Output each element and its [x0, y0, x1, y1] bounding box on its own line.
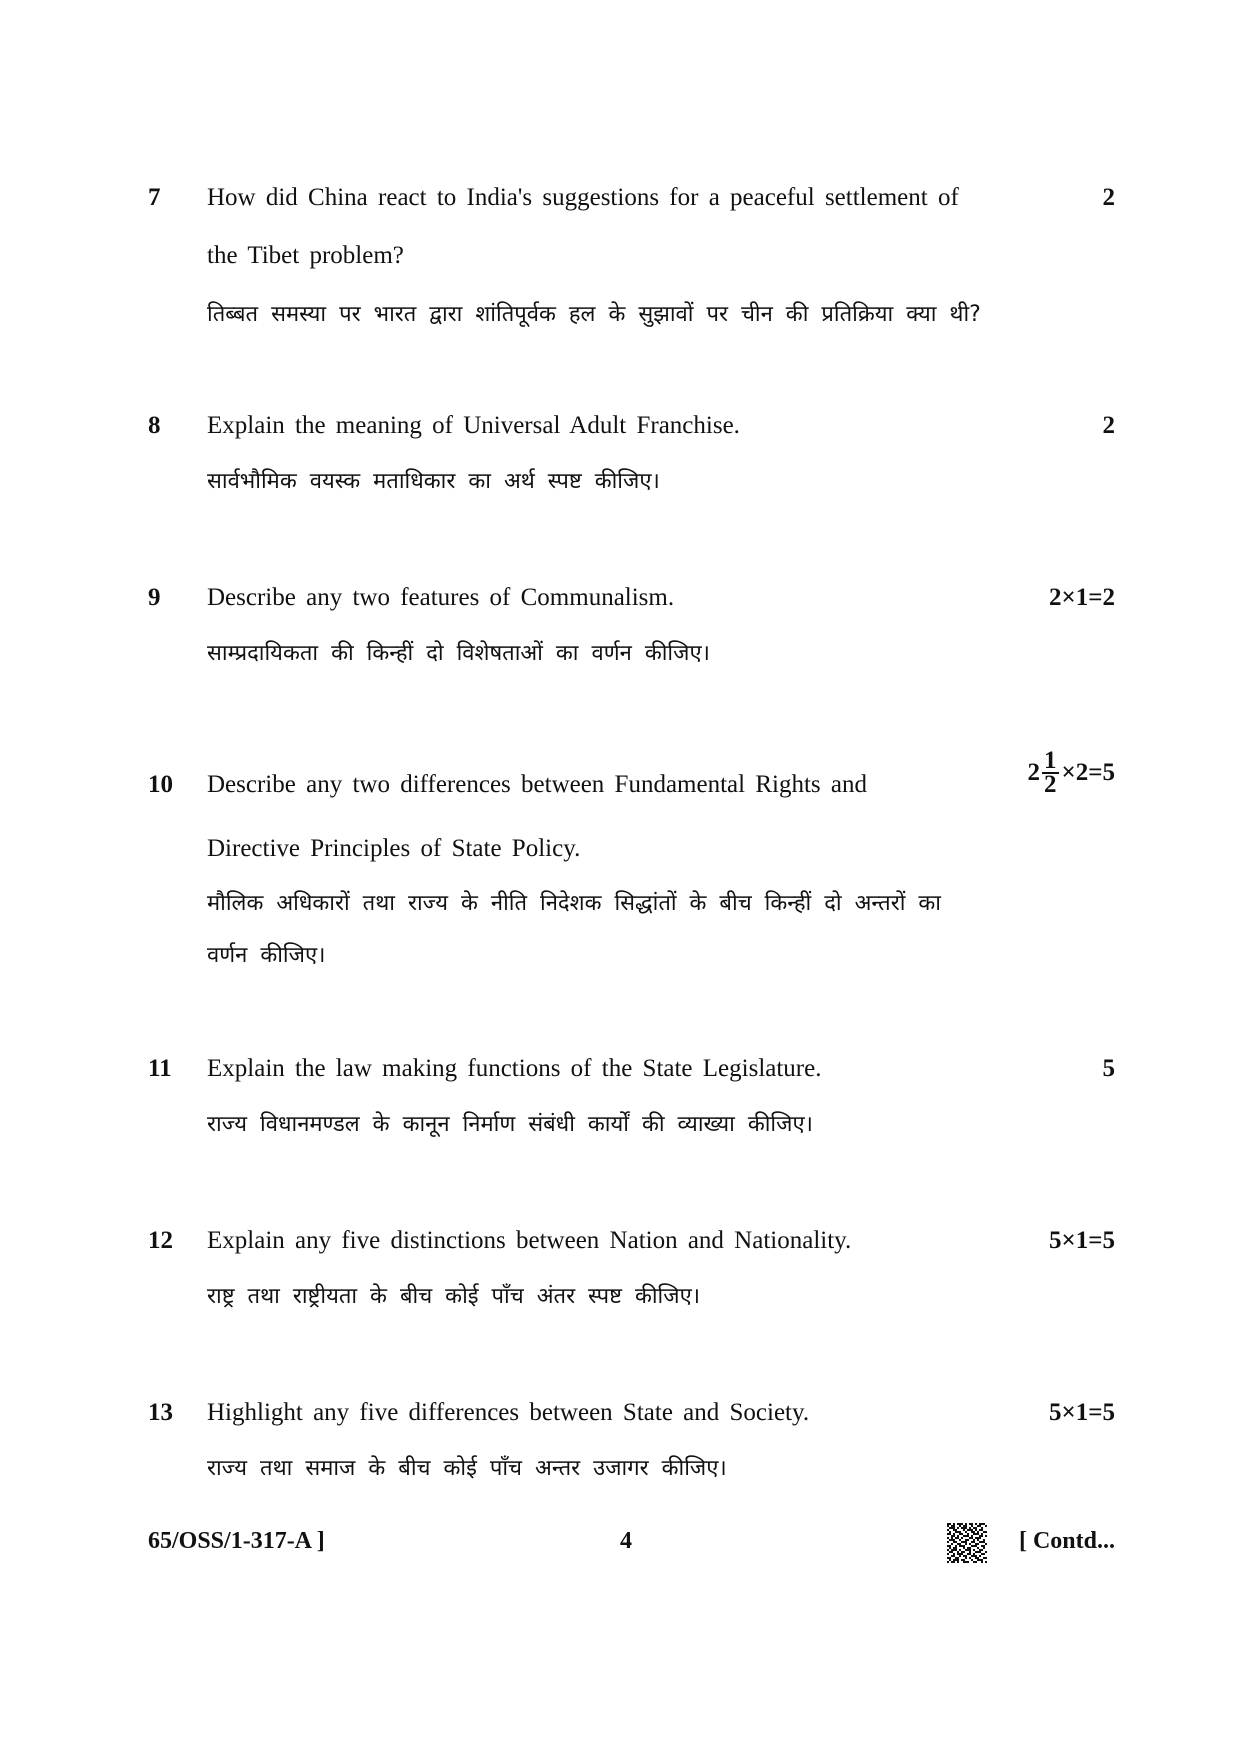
question-text-hindi: साम्प्रदायिकता की किन्हीं दो विशेषताओं का वर्णन कीजिए। — [207, 641, 710, 666]
question-marks: 2×1=2 — [1049, 584, 1115, 611]
hindi-line: वर्णन कीजिए। — [207, 943, 326, 968]
fraction-denominator: 2 — [1044, 771, 1057, 798]
question-text-hindi — [207, 878, 1047, 982]
question-text-line: Describe any two features of Communalism. — [207, 584, 675, 611]
question-text-hindi: तिब्बत समस्या पर भारत द्वारा शांतिपूर्वक हल के सुझावों पर चीन की प्रतिक्रिया क्या थी? — [207, 302, 981, 327]
question-text-hindi: राष्ट्र तथा राष्ट्रीयता के बीच कोई पाँच अंतर स्पष्ट कीजिए। — [207, 1284, 701, 1309]
question-text-english — [207, 770, 1057, 864]
question-number: 9 — [148, 584, 161, 611]
question-number: 12 — [148, 1227, 173, 1254]
question-text-english — [207, 183, 1057, 271]
question-number: 11 — [148, 1055, 172, 1082]
question-text-line: Describe any two differences between Fundamental Rights and — [207, 771, 867, 798]
question-text-line: Highlight any five differences between State and Society. — [207, 1399, 810, 1426]
page-footer — [0, 1528, 1240, 1568]
question-marks: 5×1=5 — [1049, 1227, 1115, 1254]
question-marks: 5 — [1102, 1055, 1115, 1082]
question-text-hindi: सार्वभौमिक वयस्क मताधिकार का अर्थ स्पष्ट कीजिए। — [207, 469, 660, 494]
hindi-line: मौलिक अधिकारों तथा राज्य के नीति निदेशक सिद्धांतों के बीच किन्हीं दो अन्तरों का — [207, 891, 941, 916]
fraction-numerator: 1 — [1044, 747, 1057, 774]
question-text-hindi: राज्य विधानमण्डल के कानून निर्माण संबंधी कार्यों की व्याख्या कीजिए। — [207, 1112, 813, 1137]
question-text-english — [207, 1226, 1057, 1256]
page-number: 4 — [620, 1528, 632, 1554]
continued-label: [ Contd... — [1018, 1528, 1115, 1554]
question-text-line: Explain the law making functions of the State Legislature. — [207, 1055, 822, 1082]
marks-whole: 2 — [1027, 759, 1040, 786]
question-text-english — [207, 1398, 1057, 1428]
question-text-english — [207, 583, 1057, 613]
question-text-english — [207, 411, 1057, 441]
question-number: 10 — [148, 771, 173, 798]
question-marks: 5×1=5 — [1049, 1399, 1115, 1426]
question-marks: 2 — [1102, 412, 1115, 439]
qr-code-icon — [947, 1523, 987, 1563]
question-number: 13 — [148, 1399, 173, 1426]
question-text-line: Explain the meaning of Universal Adult Franchise. — [207, 412, 740, 439]
question-number: 8 — [148, 412, 161, 439]
question-text-english — [207, 1054, 1057, 1084]
question-text-line: How did China react to India's suggestions for a peaceful settlement of — [207, 184, 959, 211]
question-text-line: Explain any five distinctions between Nation and Nationality. — [207, 1227, 852, 1254]
marks-fraction — [1042, 747, 1059, 798]
question-text-hindi: राज्य तथा समाज के बीच कोई पाँच अन्तर उजागर कीजिए। — [207, 1456, 727, 1481]
question-number: 7 — [148, 184, 161, 211]
marks-multiplier: ×2=5 — [1061, 759, 1115, 786]
question-text-line: Directive Principles of State Policy. — [207, 835, 581, 862]
question-marks: 2 — [1102, 184, 1115, 211]
paper-code: 65/OSS/1-317-A ] — [148, 1528, 325, 1554]
question-text-line: the Tibet problem? — [207, 242, 404, 269]
question-marks-fraction — [1027, 747, 1116, 798]
